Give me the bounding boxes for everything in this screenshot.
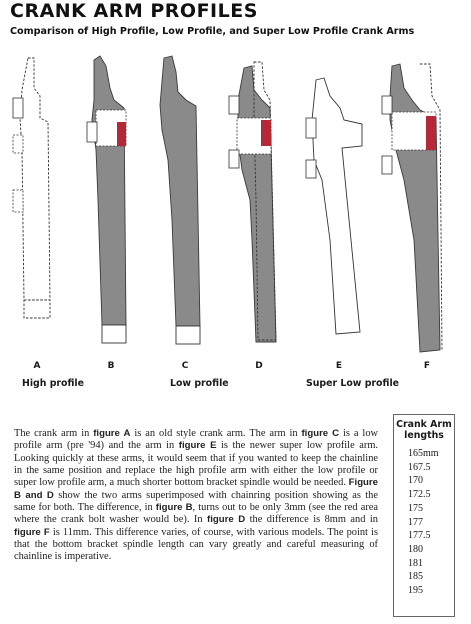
body-text-seg: the difference is 8mm and in xyxy=(245,514,378,526)
body-text-seg: is an old style crank arm. The arm in xyxy=(130,428,302,439)
figure-a-letter: A xyxy=(33,361,41,371)
length-item: 170 xyxy=(408,475,423,487)
length-item: 177.5 xyxy=(408,530,431,542)
figure-ref: figure F xyxy=(14,526,50,538)
figure-ref: figure A xyxy=(93,428,131,439)
figure-f-arm xyxy=(382,64,442,352)
explanation-paragraph xyxy=(14,428,378,564)
page-subtitle: Comparison of High Profile, Low Profile, and Super Low Profile Crank Arms xyxy=(10,26,415,37)
figure-ref: Figure B and D xyxy=(14,477,378,501)
figure-b-arm xyxy=(87,56,126,343)
lengths-title-line2: lengths xyxy=(404,430,444,441)
length-item: 172.5 xyxy=(408,489,431,501)
figure-ref: figure B xyxy=(155,502,193,514)
body-text-seg: show the two arms superimposed with chainring position showing as the same for both. The difference, in xyxy=(14,489,378,514)
body-text-seg: is a low profile arm (pre '94) and the arm in xyxy=(14,428,379,452)
crank-arm-lengths-box xyxy=(393,414,455,617)
figure-ref: figure E xyxy=(178,440,217,452)
body-text-seg: is the newer super low profile arm. Looking quickly at these arms, it would seem that if you wanted to keep the chainline in the same position and replace the high profile arm with either the low profile or super low profile arm, a much shorter bottom bracket spindle would be needed. xyxy=(14,440,378,489)
lengths-title xyxy=(394,419,454,441)
figure-ref: figure C xyxy=(301,428,340,439)
figure-d-letter: D xyxy=(255,361,263,371)
body-text-seg: is 11mm. This difference varies, of course, with various models. The point is that the bottom bracket spindle length can vary greatly and careful measuring of chainline is imperative. xyxy=(14,526,378,563)
body-text-seg: The crank arm in xyxy=(14,428,94,439)
length-item: 195 xyxy=(408,585,423,597)
lengths-title-line1: Crank Arm xyxy=(396,419,452,430)
lengths-list xyxy=(394,447,454,598)
figure-e-arm xyxy=(306,78,362,334)
length-item: 165mm xyxy=(408,448,439,459)
length-item: 185 xyxy=(408,571,423,583)
body-text-seg: , turns out to be only 3mm (see the red area where the crank bolt washer would be). In xyxy=(14,502,378,526)
figure-c-letter: C xyxy=(181,361,189,371)
crank-arm-figures xyxy=(0,40,471,362)
figure-f-letter: F xyxy=(423,361,431,371)
super-low-profile-label: Super Low profile xyxy=(306,378,400,389)
length-item: 180 xyxy=(408,543,423,555)
length-item: 175 xyxy=(408,502,423,514)
length-item: 181 xyxy=(408,557,423,569)
high-profile-label: High profile xyxy=(22,378,85,389)
length-item: 167.5 xyxy=(408,461,431,473)
length-item: 177 xyxy=(408,516,423,528)
figure-c-arm xyxy=(160,56,200,344)
figure-a-arm xyxy=(13,58,50,318)
figure-e-letter: E xyxy=(335,361,343,371)
page-title: CRANK ARM PROFILES xyxy=(10,0,258,22)
figure-b-letter: B xyxy=(107,361,115,371)
figure-ref: figure D xyxy=(207,514,246,526)
low-profile-label: Low profile xyxy=(170,378,229,389)
figure-d-arm xyxy=(229,62,276,342)
